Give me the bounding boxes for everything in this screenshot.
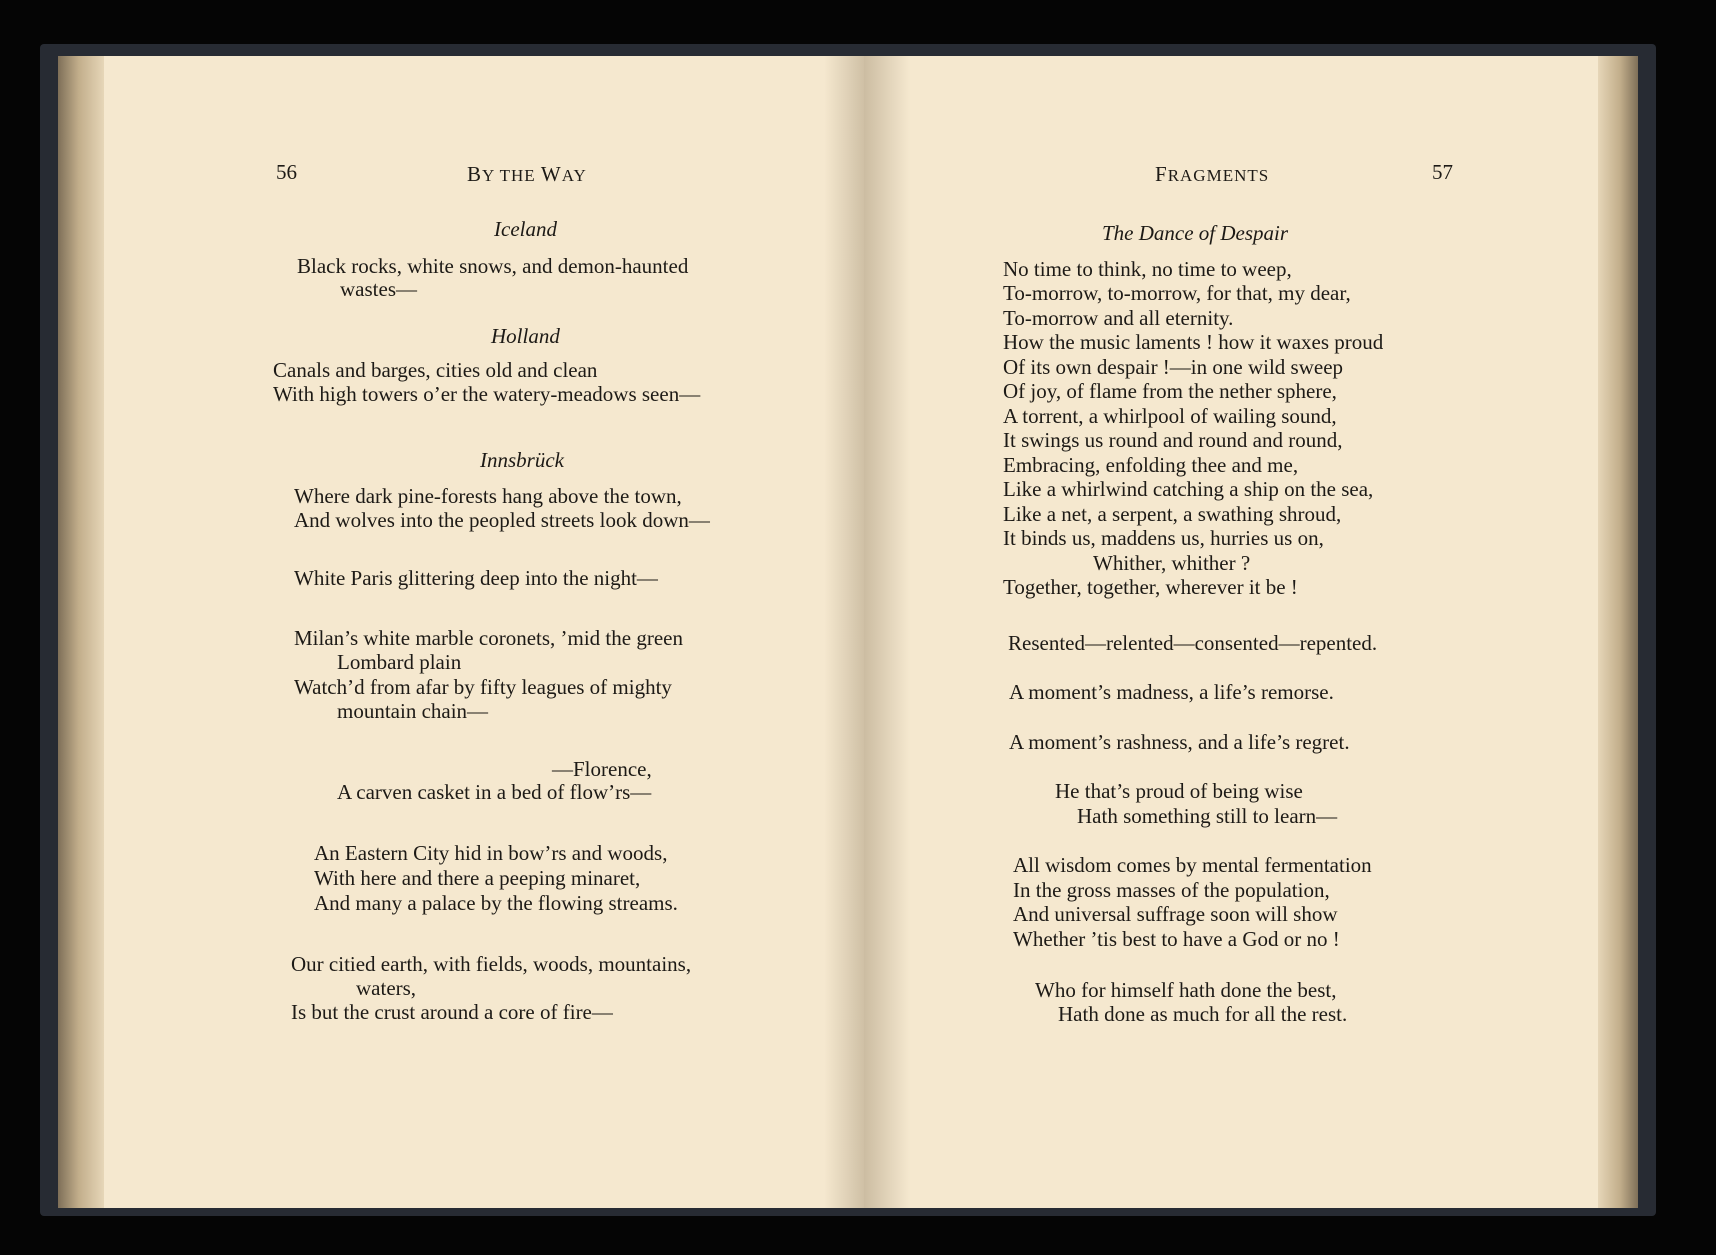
open-book [58, 56, 1638, 1208]
section-title-dance-of-despair: The Dance of Despair [1102, 221, 1289, 245]
verse-line: How the music laments ! how it waxes proud [1003, 330, 1384, 354]
verse-line: waters, [356, 976, 417, 1000]
verse-line: Whither, whither ? [1093, 551, 1251, 575]
section-title-holland: Holland [491, 324, 560, 348]
verse-line: To-morrow and all eternity. [1003, 306, 1234, 330]
verse-line: And wolves into the peopled streets look down— [294, 508, 710, 532]
running-head-right: FRAGMENTS [1155, 162, 1270, 186]
verse-line: wastes— [340, 277, 417, 301]
verse-line: Milan’s white marble coronets, ’mid the green [294, 626, 683, 650]
verse-line: With high towers o’er the watery-meadows seen— [273, 382, 701, 406]
verse-line: Together, together, wherever it be ! [1003, 575, 1298, 599]
verse-line: Is but the crust around a core of fire— [291, 1000, 613, 1024]
verse-line: Embracing, enfolding thee and me, [1003, 453, 1299, 477]
page-number-left: 56 [276, 160, 297, 184]
page-number-right: 57 [1432, 160, 1453, 184]
section-title-iceland: Iceland [494, 217, 557, 241]
verse-line: In the gross masses of the population, [1013, 878, 1330, 902]
verse-line: It swings us round and round and round, [1003, 428, 1343, 452]
verse-line: Of its own despair !—in one wild sweep [1003, 355, 1344, 379]
verse-line: An Eastern City hid in bow’rs and woods, [314, 841, 668, 865]
verse-line: —Florence, [552, 757, 652, 781]
verse-line: A moment’s rashness, and a life’s regret. [1009, 730, 1350, 754]
verse-line: A moment’s madness, a life’s remorse. [1009, 680, 1334, 704]
section-title-innsbruck: Innsbrück [480, 448, 564, 472]
verse-line: Hath something still to learn— [1077, 804, 1338, 828]
right-page [864, 56, 1638, 1208]
verse-line: Whether ’tis best to have a God or no ! [1013, 927, 1340, 951]
verse-line: Our citied earth, with fields, woods, mountains, [291, 952, 692, 976]
verse-line: And universal suffrage soon will show [1013, 902, 1338, 926]
verse-line: Of joy, of flame from the nether sphere, [1003, 379, 1337, 403]
verse-line: Lombard plain [337, 650, 462, 674]
verse-line: A carven casket in a bed of flow’rs— [337, 780, 652, 804]
verse-line: No time to think, no time to weep, [1003, 257, 1292, 281]
verse-line: All wisdom comes by mental fermentation [1013, 853, 1372, 877]
verse-line: It binds us, maddens us, hurries us on, [1003, 526, 1324, 550]
verse-line: Canals and barges, cities old and clean [273, 358, 598, 382]
verse-line: And many a palace by the flowing streams. [314, 891, 678, 915]
verse-line: Watch’d from afar by fifty leagues of mighty [294, 675, 672, 699]
verse-line: A torrent, a whirlpool of wailing sound, [1003, 404, 1337, 428]
verse-line: Like a net, a serpent, a swathing shroud, [1003, 502, 1342, 526]
verse-line: Like a whirlwind catching a ship on the sea, [1003, 477, 1374, 501]
left-page [58, 56, 865, 1208]
verse-line: To-morrow, to-morrow, for that, my dear, [1003, 281, 1351, 305]
running-head-left: BY THE WAY [467, 162, 587, 186]
verse-line: With here and there a peeping minaret, [314, 866, 641, 890]
verse-line: Who for himself hath done the best, [1035, 978, 1337, 1002]
verse-line: Where dark pine-forests hang above the town, [294, 484, 682, 508]
verse-line: Hath done as much for all the rest. [1058, 1002, 1348, 1026]
verse-line: Black rocks, white snows, and demon-haunted [297, 254, 689, 278]
verse-line: White Paris glittering deep into the night— [294, 566, 658, 590]
verse-line: He that’s proud of being wise [1055, 779, 1303, 803]
verse-line: Resented—relented—consented—repented. [1008, 631, 1378, 655]
verse-line: mountain chain— [337, 699, 489, 723]
